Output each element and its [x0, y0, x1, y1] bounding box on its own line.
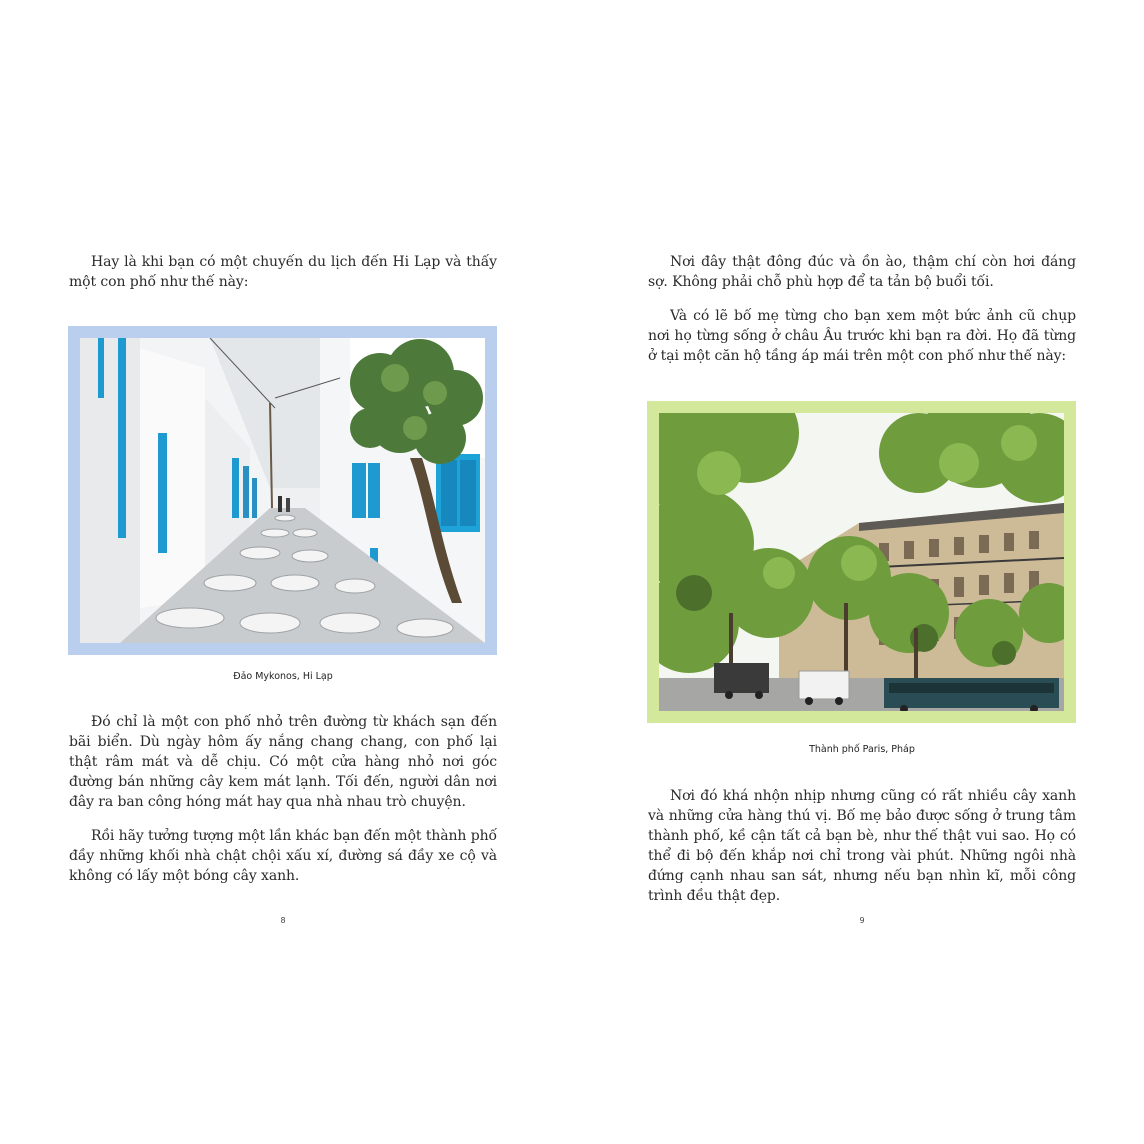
mykonos-photo-frame	[68, 326, 497, 655]
right-paragraph-1: Nơi đây thật đông đúc và ồn ào, thậm chí còn hơi đáng sợ. Không phải chỗ phù hợp để ta tản bộ buổi tối.	[648, 254, 1076, 290]
right-paragraph-3: Nơi đó khá nhộn nhịp nhưng cũng có rất nhiều cây xanh và những cửa hàng thú vị. Bố mẹ bảo được sống ở trung tâm thành phố, kề cận tất cả bạn bè, như thế thật vui sao. Họ có thể đi bộ đến khắp nơi chỉ trong vài phút. Những ngôi nhà đứng cạnh nhau san sát, nhưng nếu bạn nhìn kĩ, mỗi công trình đều thật đẹp.	[648, 788, 1076, 904]
paris-caption: Thành phố Paris, Pháp	[809, 744, 915, 755]
mykonos-street-photo	[80, 338, 485, 643]
right-page	[572, 0, 1144, 1144]
page-number: 9	[859, 916, 865, 925]
left-paragraph-3: Rồi hãy tưởng tượng một lần khác bạn đến một thành phố đầy những khối nhà chật chội xấu xí, đường sá đầy xe cộ và không có lấy một bóng cây xanh.	[69, 828, 497, 884]
right-paragraph-2: Và có lẽ bố mẹ từng cho bạn xem một bức ảnh cũ chụp nơi họ từng sống ở châu Âu trước khi bạn ra đời. Họ đã từng ở tại một căn hộ tầng áp mái trên một con phố như thế này:	[648, 308, 1076, 364]
page-number: 8	[280, 916, 286, 925]
paris-street-photo	[659, 413, 1064, 711]
paris-photo-frame	[647, 401, 1076, 723]
left-paragraph-1: Hay là khi bạn có một chuyến du lịch đến Hi Lạp và thấy một con phố như thế này:	[69, 254, 497, 290]
mykonos-caption: Đảo Mykonos, Hi Lạp	[233, 671, 333, 682]
left-paragraph-2: Đó chỉ là một con phố nhỏ trên đường từ khách sạn đến bãi biển. Dù ngày hôm ấy nắng chang chang, con phố lại thật râm mát và dễ chịu. Có một cửa hàng nhỏ nơi góc đường bán những cây kem mát lạnh. Tối đến, người dân nơi đây ra ban công hóng mát hay qua nhà nhau trò chuyện.	[69, 714, 497, 810]
